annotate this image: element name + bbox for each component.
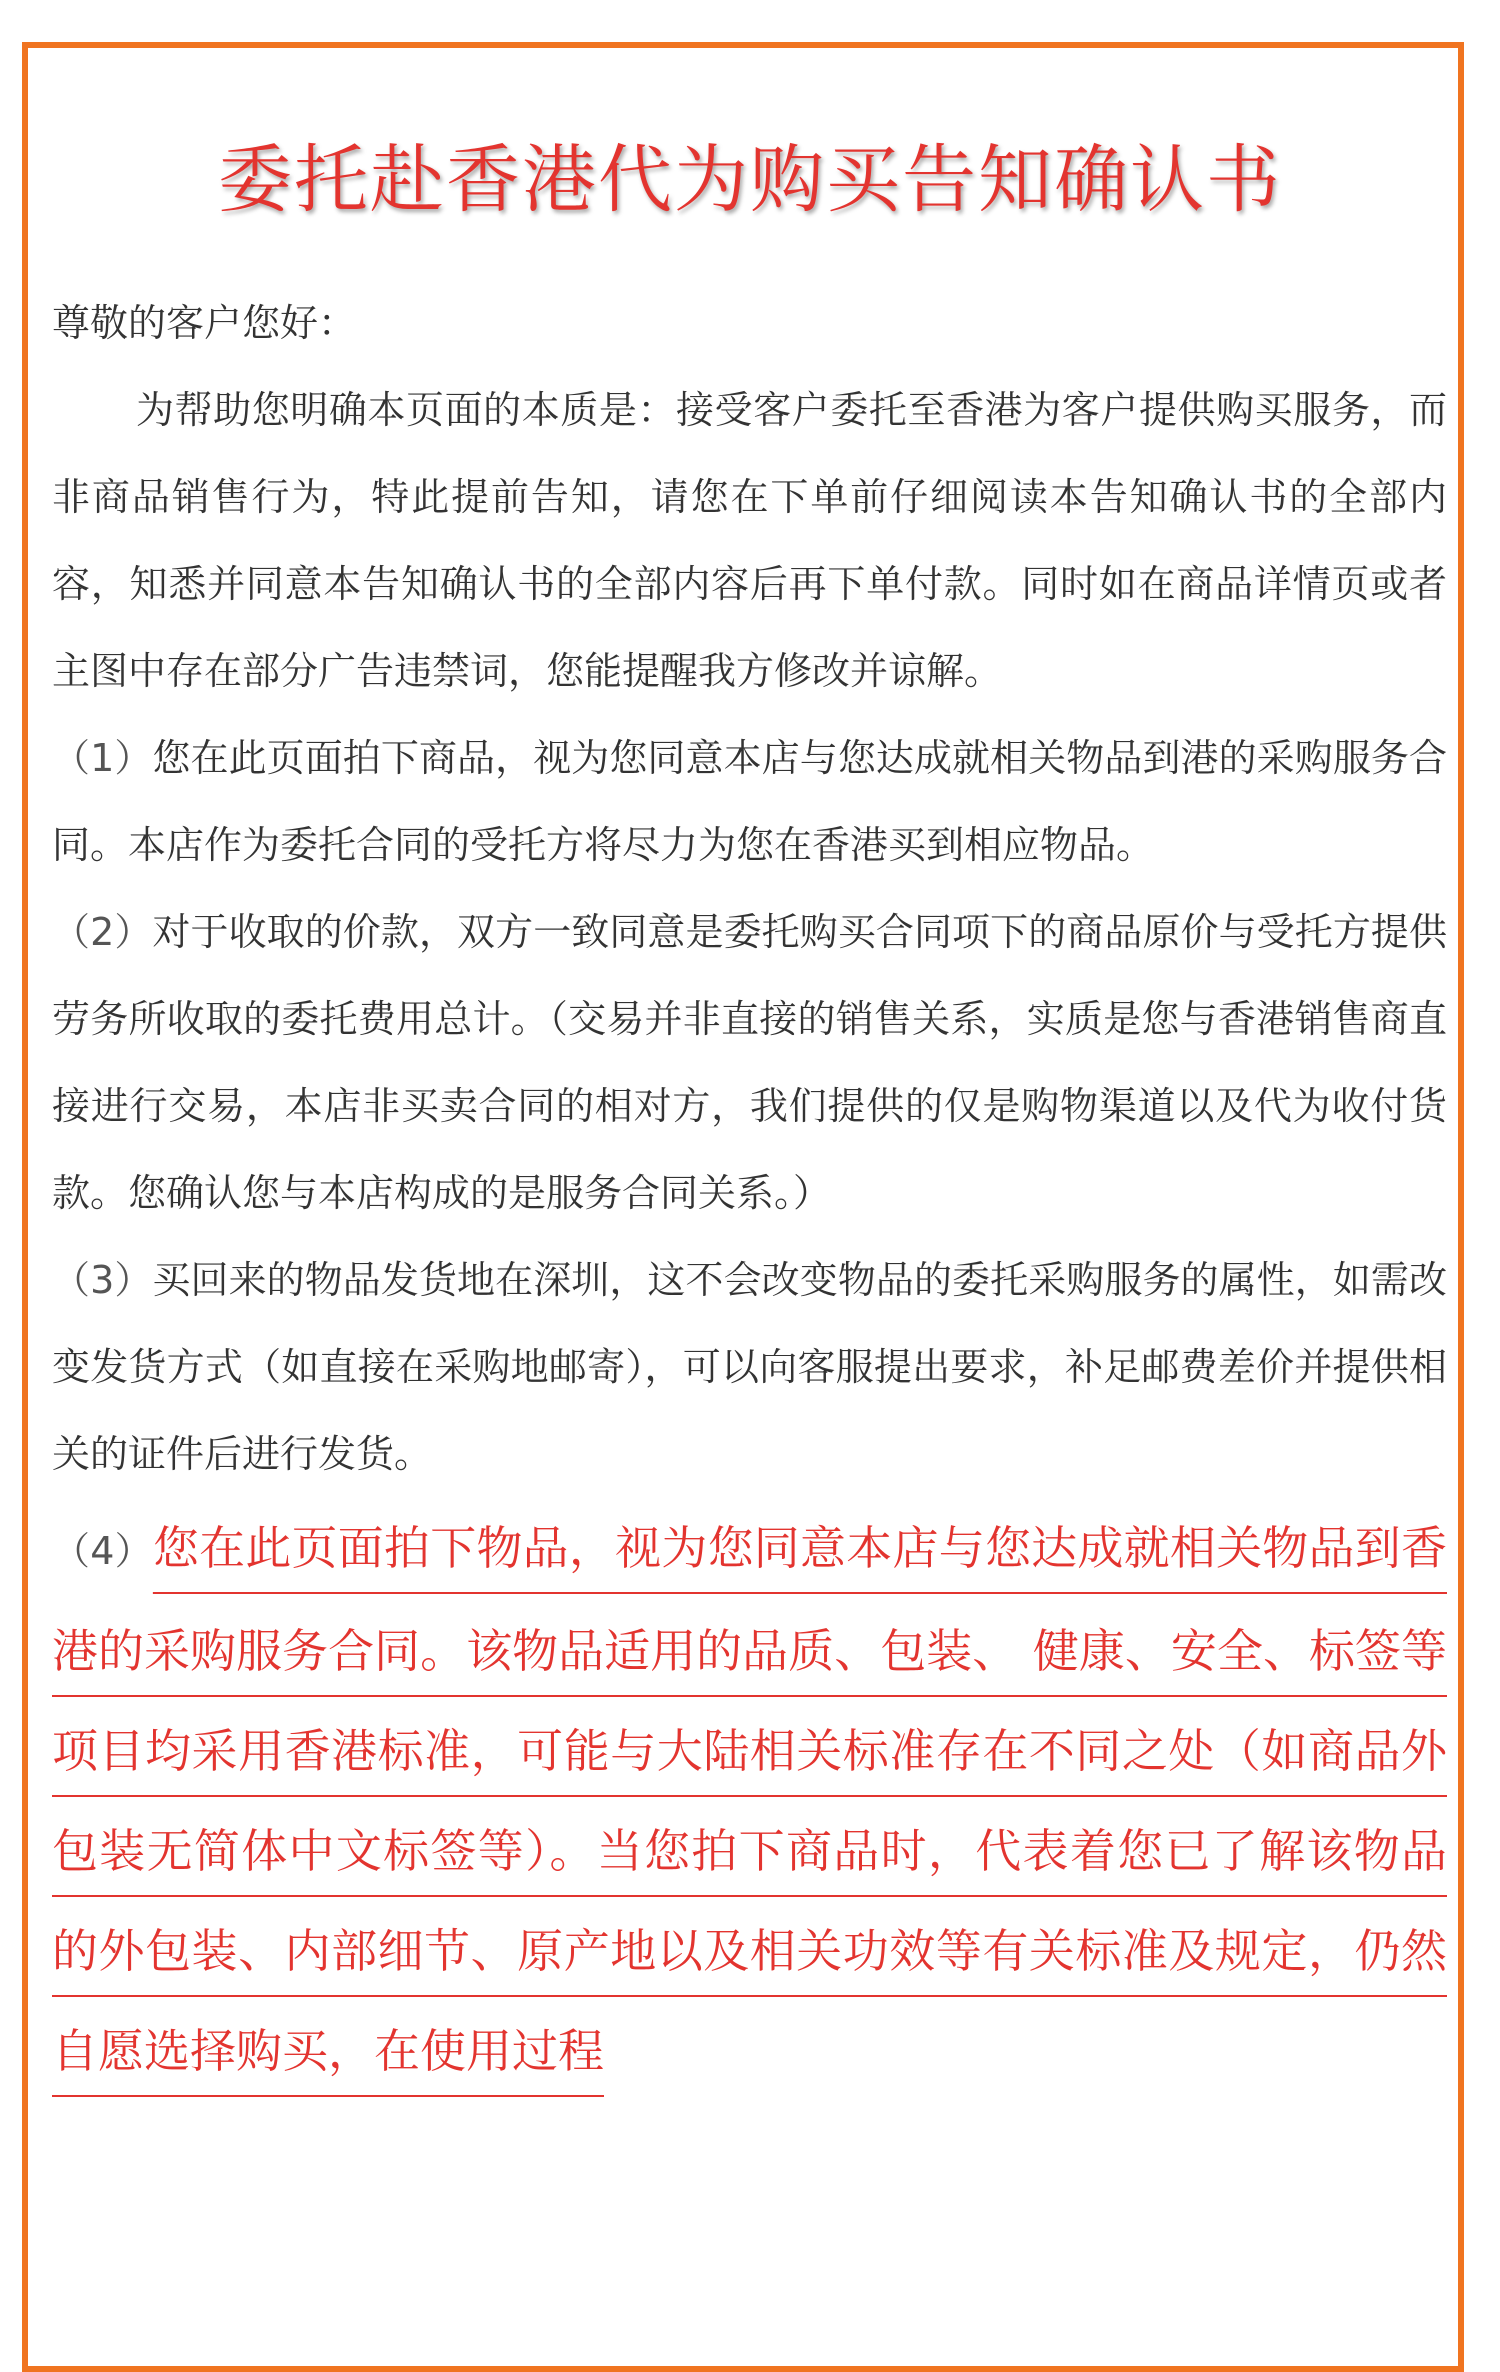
clause-number: （4） bbox=[52, 1529, 153, 1573]
clause-text: 对于收取的价款，双方一致同意是委托购买合同项下的商品原价与受托方提供劳务所收取的委托费用总计。（交易并非直接的销售关系，实质是您与香港销售商直接进行交易，本店非买卖合同的相对方，我们提供的仅是购物渠道以及代为收付货款。您确认您与本店构成的是服务合同关系。） bbox=[52, 910, 1447, 1215]
clause-number: （2） bbox=[52, 910, 153, 954]
clause-text: 买回来的物品发货地在深圳，这不会改变物品的委托采购服务的属性，如需改变发货方式（如直接在采购地邮寄），可以向客服提出要求，补足邮费差价并提供相关的证件后进行发货。 bbox=[52, 1258, 1447, 1476]
greeting: 尊敬的客户您好： bbox=[52, 301, 357, 345]
intro-paragraph: 为帮助您明确本页面的本质是：接受客户委托至香港为客户提供购买服务，而非商品销售行为，特此提前告知，请您在下单前仔细阅读本告知确认书的全部内容，知悉并同意本告知确认书的全部内容后再下单付款。同时如在商品详情页或者主图中存在部分广告违禁词，您能提醒我方修改并谅解。 bbox=[52, 388, 1447, 693]
clause-3 bbox=[52, 1237, 1447, 1498]
highlight-clause-text: 您在此页面拍下物品，视为您同意本店与您达成就相关物品到香港的采购服务合同。该物品适用的品质、包装、 健康、安全、标签等项目均采用香港标准，可能与大陆相关标准存在不同之处（如商品外包装无简体中文标签等）。当您拍下商品时，代表着您已了解该物品的外包装、内部细节、原产地以及相关功效等有关标准及规定，仍然自愿选择购买，在使用过程 bbox=[52, 1521, 1447, 2078]
document-body bbox=[52, 280, 1447, 2101]
clause-number: （1） bbox=[52, 736, 153, 780]
clause-number: （3） bbox=[52, 1258, 153, 1302]
clause-text: 您在此页面拍下商品，视为您同意本店与您达成就相关物品到港的采购服务合同。本店作为委托合同的受托方将尽力为您在香港买到相应物品。 bbox=[52, 736, 1447, 867]
clause-1 bbox=[52, 715, 1447, 889]
clause-4-highlight bbox=[52, 1498, 1447, 2101]
document-title: 委托赴香港代为购买告知确认书 bbox=[218, 137, 1282, 223]
clause-2 bbox=[52, 889, 1447, 1237]
